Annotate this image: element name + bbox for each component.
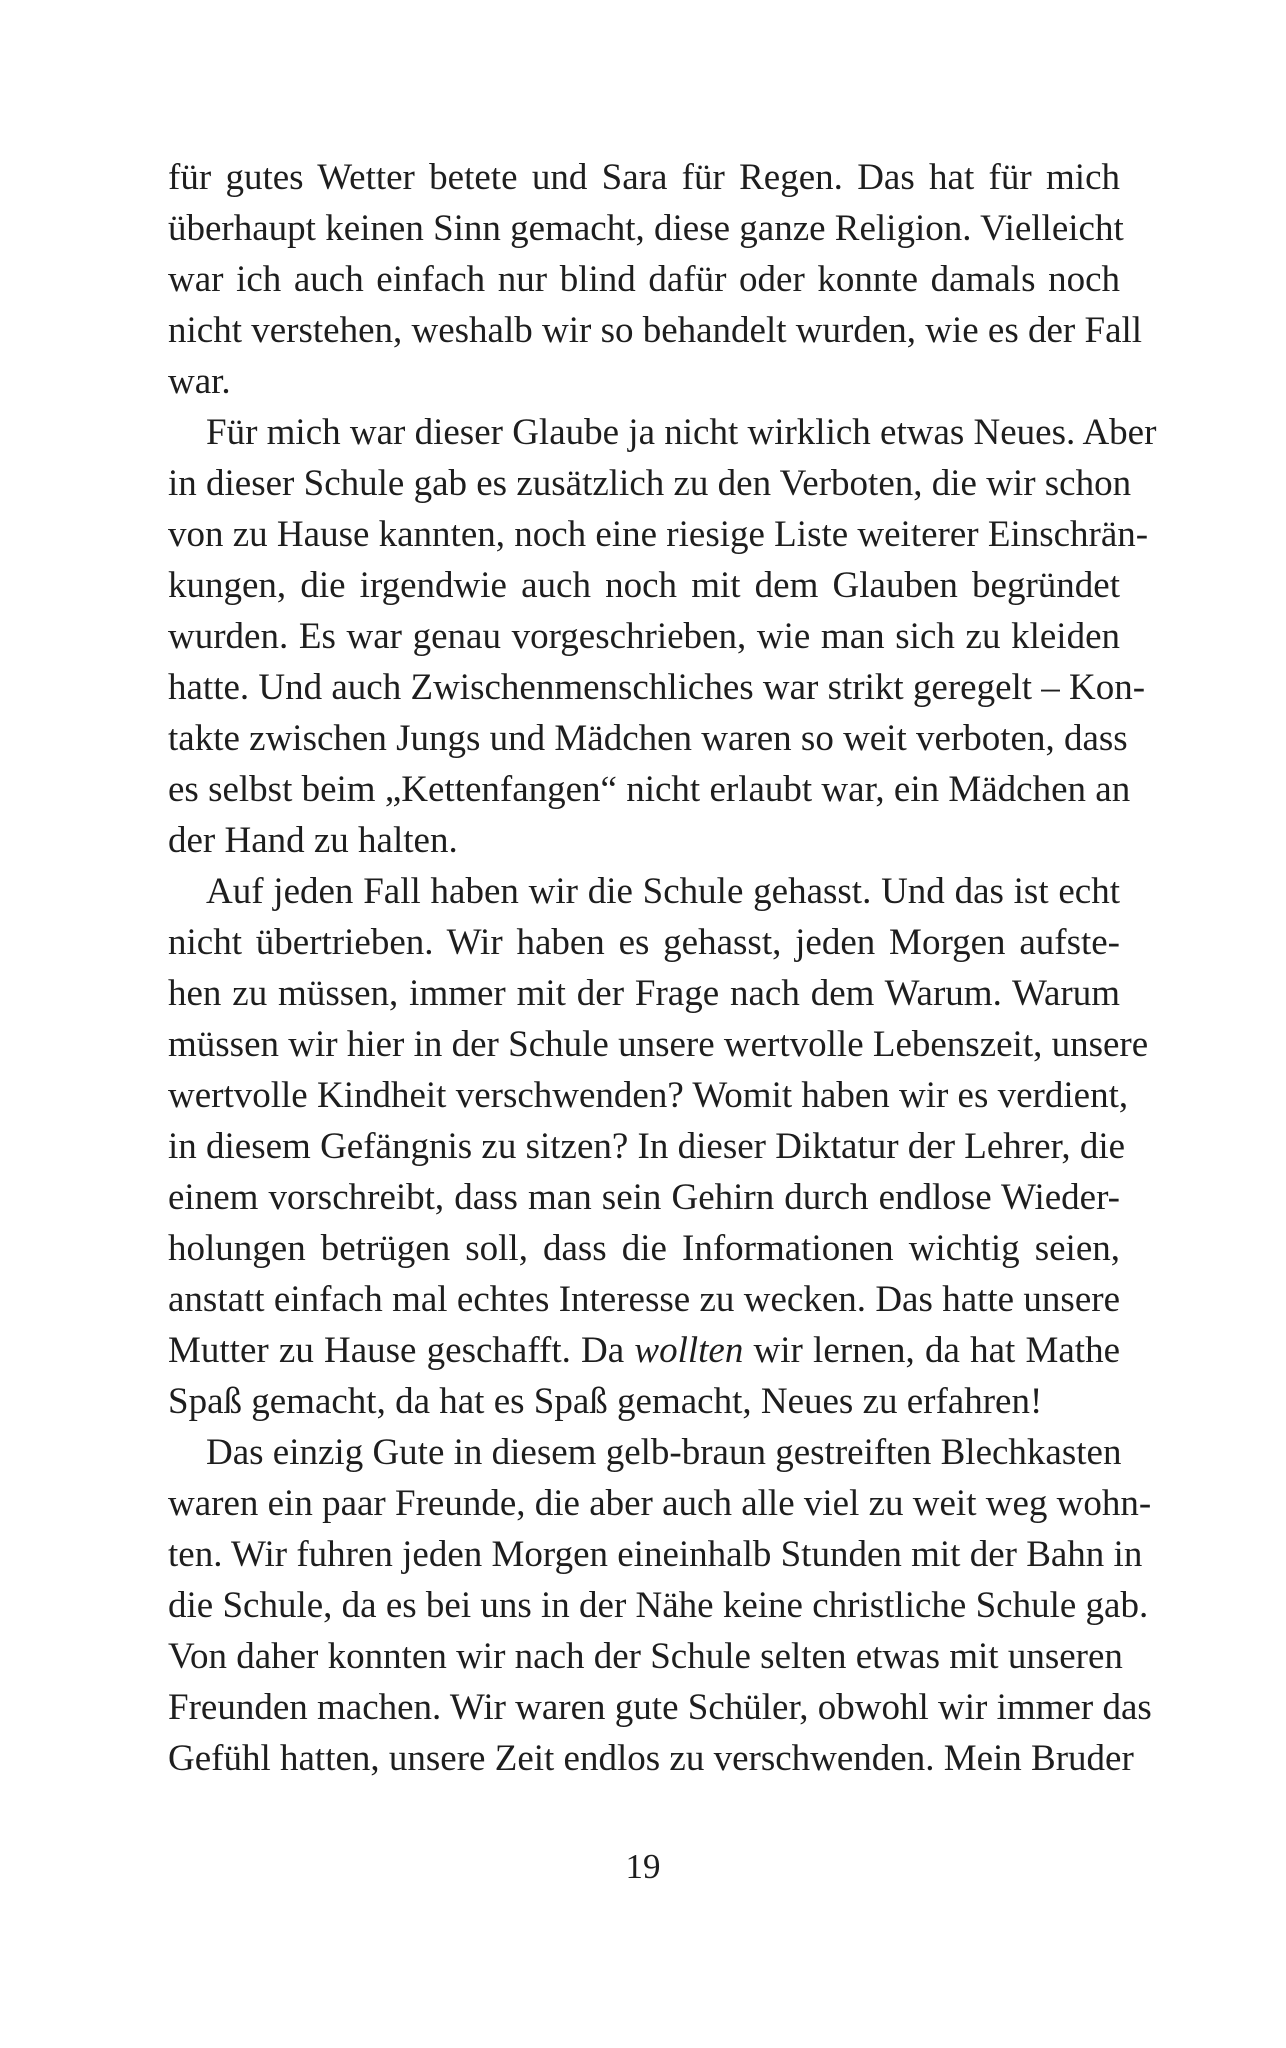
text-line: überhaupt keinen Sinn gemacht, diese ganze Religion. Vielleicht — [168, 208, 1124, 249]
text-line: müssen wir hier in der Schule unsere wertvolle Lebenszeit, unsere — [168, 1024, 1149, 1065]
text-line: ten. Wir fuhren jeden Morgen eineinhalb Stunden mit der Bahn in — [168, 1534, 1143, 1575]
text-line: für gutes Wetter betete und Sara für Regen. Das hat für mich — [168, 157, 1120, 198]
text-line: Gefühl hatten, unsere Zeit endlos zu verschwenden. Mein Bruder — [168, 1738, 1134, 1779]
text-segment: Mutter zu Hause geschafft. Da — [168, 1330, 635, 1371]
text-line: die Schule, da es bei uns in der Nähe keine christliche Schule gab. — [168, 1585, 1149, 1626]
text-line-with-emphasis — [168, 1325, 1120, 1376]
text-line: holungen betrügen soll, dass die Informationen wichtig seien, — [168, 1228, 1120, 1269]
text-line: wurden. Es war genau vorgeschrieben, wie man sich zu kleiden — [168, 616, 1120, 657]
text-line: hen zu müssen, immer mit der Frage nach dem Warum. Warum — [168, 973, 1120, 1014]
text-line: war. — [168, 361, 231, 402]
text-line: in dieser Schule gab es zusätzlich zu den Verboten, die wir schon — [168, 463, 1132, 504]
text-line: wertvolle Kindheit verschwenden? Womit haben wir es verdient, — [168, 1075, 1129, 1116]
text-line: waren ein paar Freunde, die aber auch alle viel zu weit weg wohn- — [168, 1483, 1152, 1524]
text-line: Freunden machen. Wir waren gute Schüler, obwohl wir immer das — [168, 1687, 1152, 1728]
text-line: es selbst beim „Kettenfangen“ nicht erlaubt war, ein Mädchen an — [168, 769, 1131, 810]
text-line: Das einzig Gute in diesem gelb-braun gestreiften Blechkasten — [206, 1432, 1122, 1473]
text-line: Auf jeden Fall haben wir die Schule gehasst. Und das ist echt — [206, 871, 1120, 912]
text-line: nicht übertrieben. Wir haben es gehasst, jeden Morgen aufste- — [168, 922, 1120, 963]
text-line: einem vorschreibt, dass man sein Gehirn durch endlose Wieder- — [168, 1177, 1120, 1218]
text-line: Von daher konnten wir nach der Schule selten etwas mit unseren — [168, 1636, 1123, 1677]
text-line: nicht verstehen, weshalb wir so behandelt wurden, wie es der Fall — [168, 310, 1143, 351]
text-line: der Hand zu halten. — [168, 820, 458, 861]
text-line: in diesem Gefängnis zu sitzen? In dieser Diktatur der Lehrer, die — [168, 1126, 1126, 1167]
text-segment: wir lernen, da hat Mathe — [743, 1330, 1120, 1371]
text-line: Für mich war dieser Glaube ja nicht wirklich etwas Neues. Aber — [206, 412, 1157, 453]
text-line: Spaß gemacht, da hat es Spaß gemacht, Neues zu erfahren! — [168, 1381, 1043, 1422]
text-line: von zu Hause kannten, noch eine riesige Liste weiterer Einschrän- — [168, 514, 1149, 555]
book-page-text — [168, 152, 1157, 1784]
page-number: 19 — [625, 1847, 661, 1886]
text-line: hatte. Und auch Zwischenmenschliches war strikt geregelt – Kon- — [168, 667, 1146, 708]
emphasized-word: wollten — [634, 1330, 744, 1371]
text-line: anstatt einfach mal echtes Interesse zu wecken. Das hatte unsere — [168, 1279, 1120, 1320]
text-line: takte zwischen Jungs und Mädchen waren so weit verboten, dass — [168, 718, 1128, 759]
text-line: kungen, die irgendwie auch noch mit dem Glauben begründet — [168, 565, 1120, 606]
text-line: war ich auch einfach nur blind dafür oder konnte damals noch — [168, 259, 1120, 300]
